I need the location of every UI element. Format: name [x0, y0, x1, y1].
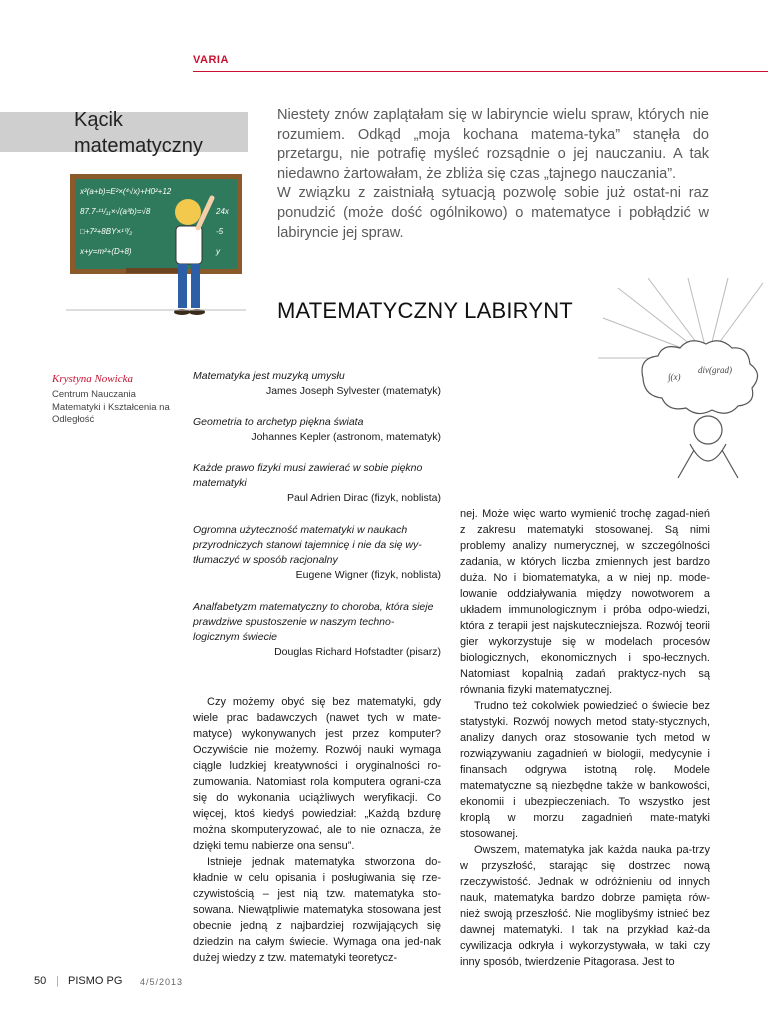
board-formula-4: 24x [216, 207, 229, 216]
quote-text: Każde prawo fizyki musi zawierać w sobie piękno matematyki [193, 462, 423, 489]
sketch-formula-2: div(grad) [698, 365, 732, 375]
quote-2 [193, 415, 441, 445]
thinking-sketch-illustration [598, 278, 768, 498]
author-affiliation: Centrum Nauczania Matematyki i Kształcenia na Odległość [52, 389, 170, 425]
quote-author: James Joseph Sylvester (matematyk) [265, 385, 441, 397]
author-name: Krystyna Nowicka [52, 373, 133, 385]
corner-title [74, 107, 244, 159]
body-paragraph: nej. Może więc warto wymienić trochę zagad-nień z zakresu matematyki stosowanej. Są nimi problemy analizy numerycznej, w szczególności zadania, w których liczba zmiennych jest bardzo duża. No i biomatematyka, a w niej np. mode-lowanie oddziaływania między nowotworem a układem immunologicznym i próba odpo-wiedzi, która z terapii jest najskuteczniejsza. Rozwój teorii gier wykorzystuje się w modelach procesów biologicznych, ekonomicznych i spo-łecznych. Natomiast kopalnią zadań praktycz-nych są równania fizyki matematycznej. [460, 508, 710, 696]
quote-author: Paul Adrien Dirac (fizyk, noblista) [286, 492, 441, 504]
intro-paragraph-2: W związku z zaistniałą sytuacją pozwolę sobie już ostat-ni raz ponudzić (może dość ogólnikowo) o matematyce i pobłądzić w labiryncie jej spraw. [277, 185, 709, 241]
body-paragraph: Istnieje jednak matematyka stworzona do-kładnie w celu opisania i posługiwania się rze-czywistością – jest nią tzw. matematyka sto-sowana. Niewątpliwie matematyka stosowana jest obecnie jedną z najbardziej rozwijających się dziedzin na całym świecie. Wymaga ona jed-nak dużej wiedzy z tzw. matematyki teoretycz- [193, 856, 441, 964]
sketch-formula-1: ∫(x) [668, 372, 681, 382]
board-formula-3: □+7²+8BY×¹⁰/₂ [80, 227, 133, 236]
body-paragraph: Owszem, matematyka jak każda nauka pa-trzy w przyszłość, starając się dostrzec nową rzeczywistość. Jednak w odróżnieniu od innych nauk, matematyka bardzo dobrze pamięta rów-nież swoją przeszłość. Nie moglibyśmy istnieć bez dawnej matematyki. I tak na przykład każ-da cywilizacja odkryła i wykorzystywała, w taki czy inny sposób, twierdzenie Pitagorasa. Jest to [460, 844, 710, 968]
intro-text [277, 106, 709, 243]
quote-text: Geometria to archetyp piękna świata [193, 416, 364, 428]
quote-author: Eugene Wigner (fizyk, noblista) [295, 569, 441, 581]
quote-3 [193, 461, 441, 506]
section-label: VARIA [193, 54, 229, 66]
body-column-2 [460, 506, 710, 970]
board-formula-2: 87.7-¹¹/₁₁×√(a³b)=√8 [80, 207, 151, 216]
intro-paragraph-1: Niestety znów zaplątałam się w labiryncie wielu spraw, których nie rozumiem. Odkąd „moja kochana matema-tyka” stanęła do przetargu, nie potrafię myśleć rozsądnie o jej nauczaniu. A tak niedawno żartowałam, że zbliża się czas „tajnego nauczania”. [277, 107, 709, 182]
corner-title-line1: Kącik [74, 109, 123, 131]
thought-cloud [642, 341, 758, 414]
header-rule [193, 71, 768, 72]
corner-title-line2: matematyczny [74, 135, 203, 157]
sketch-head [694, 416, 722, 444]
quote-5 [193, 600, 441, 660]
quote-text: Matematyka jest muzyką umysłu [193, 370, 345, 382]
quote-4 [193, 523, 441, 583]
page-number: 50 [34, 975, 47, 987]
body-paragraph: Czy możemy obyć się bez matematyki, gdy wiele prac badawczych (nawet tych w mate-matyce) wykonywanych jest przez komputer? Oczywiście nie możemy. Rozwój nauki wymaga ciągle ludzkiej kreatywności i oryginalności ro-zumowania. Natomiast rola komputera ograni-cza się do wykonania uciążliwych weryfikacji. Co więcej, ktoś kiedyś powiedział: „Każdą bzdurę można skomputeryzować, ale to nie oznacza, że dzięki temu nabierze ona sensu”. [193, 696, 441, 852]
quote-text: Analfabetyzm matematyczny to choroba, która sieje prawdziwe spustoszenie w naszym techno-logicznym świecie [193, 601, 434, 643]
body-column-1 [193, 694, 441, 966]
board-formula-6: -5 [216, 227, 224, 236]
quote-author: Douglas Richard Hofstadter (pisarz) [274, 646, 441, 658]
issue-number: 4/5/2013 [140, 977, 184, 987]
board-formula-5: x+y=m²+(D+8) [80, 247, 132, 256]
quote-1 [193, 369, 441, 399]
board-formula-1: x²(a+b)=E²×(⁴√x)+H0²+12 [80, 187, 172, 196]
magazine-name: PISMO PG [68, 975, 123, 987]
board-formula-7: y [216, 247, 220, 256]
article-title: MATEMATYCZNY LABIRYNT [277, 298, 573, 323]
footer-separator: | [56, 975, 59, 987]
quote-author: Johannes Kepler (astronom, matematyk) [251, 431, 441, 443]
body-paragraph: Trudno też cokolwiek powiedzieć o świecie bez statystyki. Rozwój nowych metod staty-stycznych, analizy danych oraz stosowanie tych metod w rozwiązywaniu zagadnień w biologii, medycynie i finansach odgrywa istotną rolę. Modele matematyczne są niezbędne także w bankowości, ekonomii i ubezpieczeniach. To wszystko jest kroplą w morzu zagadnień mate-matyki stosowanej. [460, 700, 710, 840]
chalk-tray [126, 268, 186, 273]
quote-text: Ogromna użyteczność matematyki w naukach przyrodniczych stanowi tajemnicę i nie da się wy-tłumaczyć w sposób racjonalny [193, 524, 422, 566]
blackboard-illustration [66, 170, 246, 320]
